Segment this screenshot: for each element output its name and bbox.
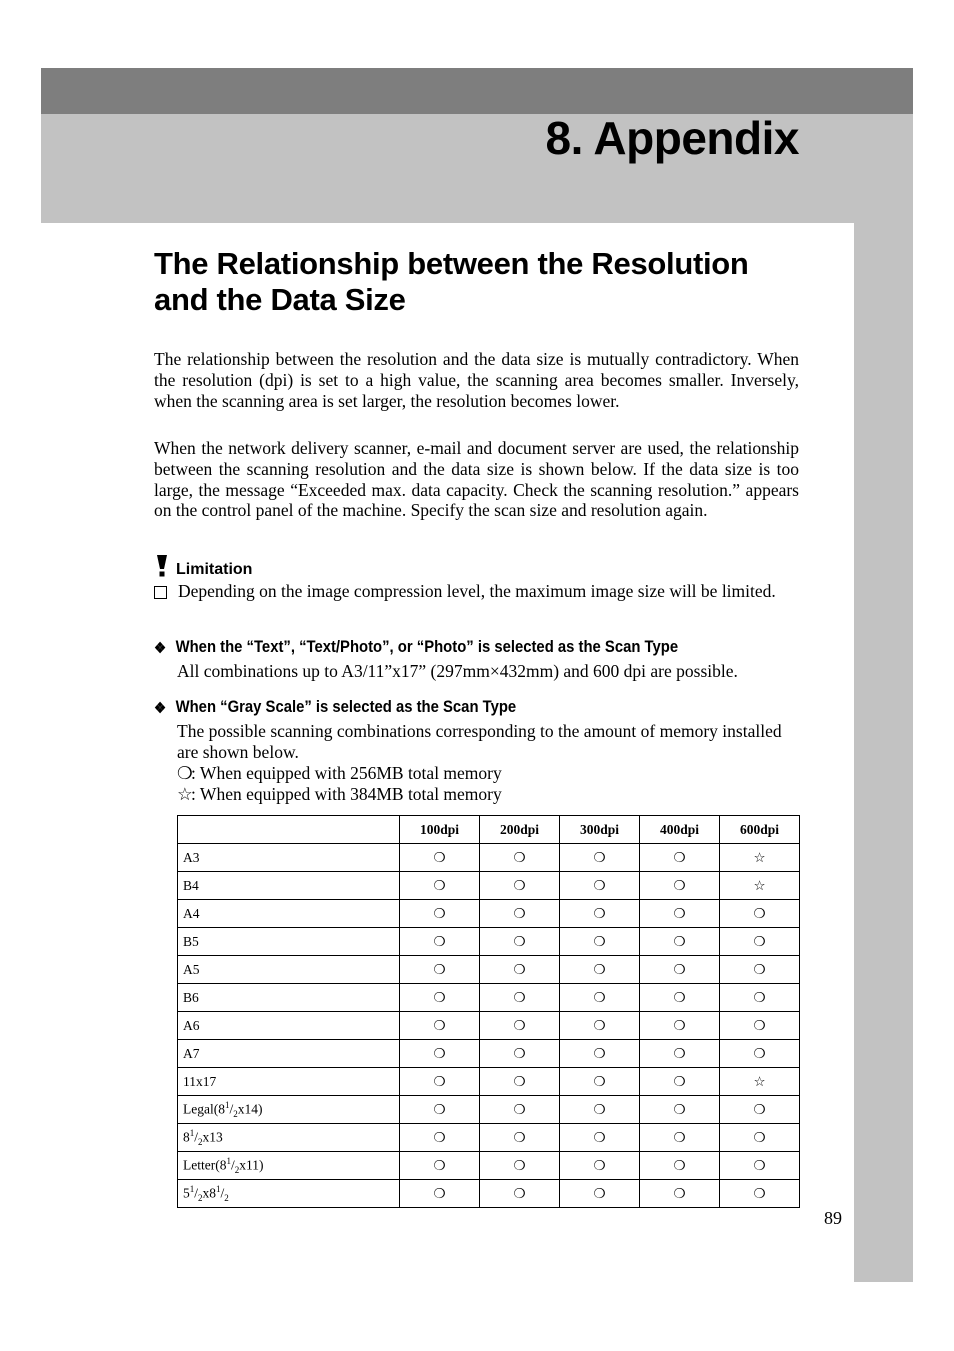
limitation-item (154, 581, 799, 602)
table-row (178, 1124, 800, 1152)
paper-size-part: x8 (202, 1185, 217, 1201)
circle-mark-icon: ❍ (400, 1180, 480, 1208)
circle-mark-icon: ❍ (560, 844, 640, 872)
circle-mark-icon: ❍ (640, 1096, 720, 1124)
table-row (178, 872, 800, 900)
circle-mark-icon: ❍ (640, 1068, 720, 1096)
exclamation-icon (154, 553, 170, 579)
circle-mark-icon: ❍ (400, 1152, 480, 1180)
circle-mark-icon: ❍ (720, 928, 800, 956)
circle-mark-icon: ❍ (480, 872, 560, 900)
header-cell-200dpi: 200dpi (480, 816, 560, 844)
table-row (178, 1068, 800, 1096)
circle-mark-icon: ❍ (720, 1012, 800, 1040)
paper-size-part: 2 (198, 1193, 203, 1204)
circle-mark-icon: ❍ (560, 1152, 640, 1180)
circle-mark-icon: ❍ (640, 1012, 720, 1040)
star-mark-icon: ☆ (720, 872, 800, 900)
circle-mark-icon: ❍ (720, 900, 800, 928)
table-row (178, 1096, 800, 1124)
circle-mark-icon: ❍ (400, 1096, 480, 1124)
circle-mark-icon: ❍ (720, 1096, 800, 1124)
paper-size-part: / (229, 1101, 234, 1117)
paper-size-cell: B6 (178, 984, 400, 1012)
circle-mark-icon: ❍ (720, 1152, 800, 1180)
checkbox-icon (154, 586, 167, 599)
chapter-title: 8. Appendix (545, 112, 799, 164)
paper-size-cell (178, 1180, 400, 1208)
paper-size-cell: A5 (178, 956, 400, 984)
circle-mark-icon: ❍ (400, 956, 480, 984)
circle-mark-icon: ❍ (560, 956, 640, 984)
circle-mark-icon: ❍ (640, 984, 720, 1012)
header-cell-300dpi: 300dpi (560, 816, 640, 844)
circle-mark-icon: ❍ (640, 900, 720, 928)
paper-size-cell: A7 (178, 1040, 400, 1068)
table-row (178, 1012, 800, 1040)
paper-size-part: 1 (224, 1099, 230, 1110)
paper-size-cell (178, 1124, 400, 1152)
gray-scan-heading-label: When “Gray Scale” is selected as the Scan Type (175, 698, 517, 716)
paper-size-cell: 11x17 (178, 1068, 400, 1096)
circle-mark-icon: ❍ (560, 1040, 640, 1068)
text-scan-body: All combinations up to A3/11”x17” (297mm×432mm) and 600 dpi are possible. (177, 661, 738, 681)
circle-mark-icon: ❍ (560, 1124, 640, 1152)
circle-mark-icon: ❍ (480, 1040, 560, 1068)
circle-mark-icon: ❍ (640, 844, 720, 872)
circle-mark-icon: ❍ (400, 928, 480, 956)
resolution-table (177, 815, 800, 1208)
intro-paragraph-1: The relationship between the resolution and the data size is mutually contradictory. When the resolution (dpi) is set to a high value, the scanning area becomes smaller. Inversely, when the scanning area is set larger, the resolution becomes lower. (154, 349, 799, 411)
limitation-text: Depending on the image compression level, the maximum image size will be limited. (178, 581, 776, 601)
circle-mark-icon: ❍ (640, 1152, 720, 1180)
circle-mark-icon: ❍ (480, 844, 560, 872)
section-title (154, 246, 834, 318)
circle-mark-icon: ❍ (480, 956, 560, 984)
table-row (178, 928, 800, 956)
circle-mark-icon: ❍ (560, 928, 640, 956)
paper-size-part: 8 (183, 1129, 190, 1145)
circle-icon: ❍ (177, 763, 193, 783)
circle-mark-icon: ❍ (480, 1152, 560, 1180)
header-band-dark (41, 68, 913, 114)
circle-mark-icon: ❍ (720, 984, 800, 1012)
circle-mark-icon: ❍ (400, 844, 480, 872)
paper-size-part: x14) (237, 1101, 263, 1117)
diamond-bullet-icon: ❖ (154, 639, 167, 657)
table-body (178, 844, 800, 1208)
text-scan-heading (154, 638, 678, 657)
table-row (178, 900, 800, 928)
paper-size-part: / (220, 1185, 225, 1201)
star-icon: ☆ (177, 784, 193, 804)
side-thumb-strip (854, 223, 913, 1282)
circle-mark-icon: ❍ (640, 1180, 720, 1208)
paper-size-part: 2 (198, 1137, 203, 1148)
paper-size-part: / (194, 1185, 199, 1201)
paper-size-part: 1 (226, 1155, 231, 1166)
circle-mark-icon: ❍ (480, 928, 560, 956)
gray-scan-heading (154, 698, 516, 717)
header-cell-blank (178, 816, 400, 844)
intro-paragraph-2: When the network delivery scanner, e-mail and document server are used, the relationship between the scanning resolution and the data size is shown below. If the data size is too large, the message “Exceeded max. data capacity. Check the scanning resolution.” appears on the control panel of the machine. Specify the scan size and resolution again. (154, 438, 799, 521)
header-cell-100dpi: 100dpi (400, 816, 480, 844)
star-mark-icon: ☆ (720, 844, 800, 872)
limitation-label: Limitation (176, 561, 253, 578)
legend-star (177, 784, 502, 805)
paper-size-cell: B4 (178, 872, 400, 900)
paper-size-part: 2 (224, 1193, 229, 1204)
page-number: 89 (824, 1208, 842, 1228)
paper-size-part: 5 (183, 1185, 190, 1201)
circle-mark-icon: ❍ (480, 1180, 560, 1208)
table-row (178, 844, 800, 872)
diamond-bullet-icon: ❖ (154, 699, 167, 717)
paper-size-part: / (194, 1129, 199, 1145)
gray-scan-body: The possible scanning combinations corresponding to the amount of memory installed are shown below. (177, 721, 782, 762)
section-title-line2: and the Data Size (154, 282, 406, 317)
circle-mark-icon: ❍ (400, 984, 480, 1012)
paper-size-cell (178, 1096, 400, 1124)
circle-mark-icon: ❍ (560, 1012, 640, 1040)
text-scan-heading-label: When the “Text”, “Text/Photo”, or “Photo” is selected as the Scan Type (175, 638, 679, 656)
circle-mark-icon: ❍ (720, 1040, 800, 1068)
circle-mark-icon: ❍ (560, 1068, 640, 1096)
paper-size-part: / (230, 1157, 235, 1173)
table-row (178, 956, 800, 984)
circle-mark-icon: ❍ (400, 1124, 480, 1152)
circle-mark-icon: ❍ (560, 984, 640, 1012)
paper-size-cell: A6 (178, 1012, 400, 1040)
paper-size-part: 1 (216, 1183, 221, 1194)
circle-mark-icon: ❍ (640, 1124, 720, 1152)
paper-size-part: 2 (234, 1165, 240, 1176)
circle-mark-icon: ❍ (560, 872, 640, 900)
circle-mark-icon: ❍ (480, 1096, 560, 1124)
circle-mark-icon: ❍ (560, 1096, 640, 1124)
circle-mark-icon: ❍ (480, 984, 560, 1012)
paper-size-part: 1 (189, 1127, 195, 1138)
header-cell-600dpi: 600dpi (720, 816, 800, 844)
table-row (178, 1040, 800, 1068)
circle-mark-icon: ❍ (400, 1012, 480, 1040)
circle-mark-icon: ❍ (400, 900, 480, 928)
circle-mark-icon: ❍ (720, 1180, 800, 1208)
circle-mark-icon: ❍ (480, 1124, 560, 1152)
legend-circle (177, 763, 502, 784)
circle-mark-icon: ❍ (400, 872, 480, 900)
circle-mark-icon: ❍ (400, 1068, 480, 1096)
circle-mark-icon: ❍ (480, 1068, 560, 1096)
limitation-heading (154, 553, 252, 579)
section-title-line1: The Relationship between the Resolution (154, 246, 749, 281)
legend-circle-text: : When equipped with 256MB total memory (191, 763, 502, 783)
circle-mark-icon: ❍ (560, 1180, 640, 1208)
paper-size-cell: B5 (178, 928, 400, 956)
circle-mark-icon: ❍ (640, 872, 720, 900)
paper-size-part: 2 (233, 1109, 238, 1120)
circle-mark-icon: ❍ (640, 1040, 720, 1068)
circle-mark-icon: ❍ (720, 956, 800, 984)
legend-star-text: : When equipped with 384MB total memory (191, 784, 502, 804)
paper-size-part: Letter(8 (183, 1157, 227, 1173)
paper-size-part: Legal(8 (183, 1101, 225, 1117)
circle-mark-icon: ❍ (400, 1040, 480, 1068)
paper-size-part: x11) (239, 1157, 264, 1173)
paper-size-cell (178, 1152, 400, 1180)
circle-mark-icon: ❍ (720, 1124, 800, 1152)
paper-size-part: 1 (189, 1183, 195, 1194)
paper-size-cell: A3 (178, 844, 400, 872)
circle-mark-icon: ❍ (560, 900, 640, 928)
table-row (178, 1180, 800, 1208)
star-mark-icon: ☆ (720, 1068, 800, 1096)
table-header-row (178, 816, 800, 844)
paper-size-cell: A4 (178, 900, 400, 928)
table-row (178, 1152, 800, 1180)
paper-size-part: x13 (202, 1129, 223, 1145)
table-row (178, 984, 800, 1012)
circle-mark-icon: ❍ (480, 1012, 560, 1040)
circle-mark-icon: ❍ (640, 956, 720, 984)
header-cell-400dpi: 400dpi (640, 816, 720, 844)
circle-mark-icon: ❍ (640, 928, 720, 956)
circle-mark-icon: ❍ (480, 900, 560, 928)
